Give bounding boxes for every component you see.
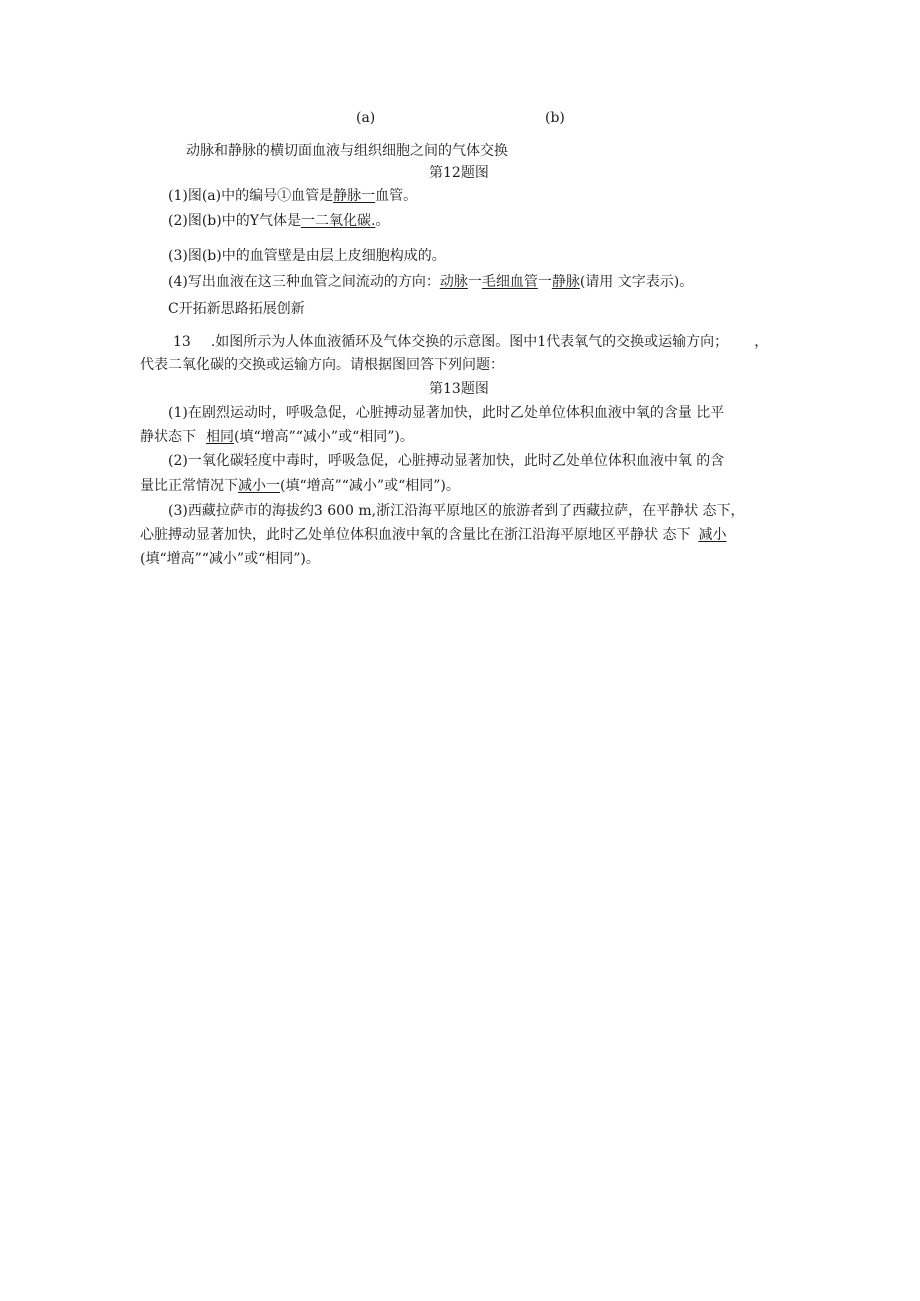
q13-intro-line1 — [173, 332, 768, 352]
q12-part2-answer: 一二氧化碳. — [300, 213, 376, 229]
fig12-caption-left: 动脉和静脉的横切面 — [186, 143, 312, 159]
q12-part4 — [168, 272, 693, 292]
q12-part4-answer-capillary: 毛细血管 — [481, 274, 538, 290]
fig12-label-b: (b) — [545, 110, 565, 126]
q13-part2-text: 量比正常情况下 — [140, 478, 238, 494]
q12-part3: (3)图(b)中的血管壁是由层上皮细胞构成的。 — [168, 248, 446, 264]
q12-part1-answer: 静脉一 — [333, 188, 376, 204]
fig12-label-a: (a) — [356, 110, 376, 126]
q13-intro-text1: .如图所示为人体血液循环及气体交换的示意图。图中1代表氧气的交换或运输方向； — [210, 334, 729, 350]
q13-part3-text: 心脏搏动显著加快，此时乙处单位体积血液中氧的含量比在浙江沿海平原地区平静状 态下 — [140, 527, 691, 543]
fig12-caption-right: 血液与组织细胞之间的气体交换 — [312, 143, 508, 159]
q13-part3-line1: (3)西藏拉萨市的海拔约3 600 m,浙江沿海平原地区的旅游者到了西藏拉萨，在平静状 态下， — [168, 503, 745, 519]
q13-part1-answer: 相同 — [206, 429, 234, 445]
fig12-caption — [186, 141, 508, 161]
q13-part1-suffix: (填“增高”“减小”或“相同”)。 — [234, 429, 414, 445]
q12-part4-answer-artery: 动脉 — [439, 274, 468, 290]
fig12-title: 第12题图 — [429, 165, 489, 181]
q12-part2 — [168, 211, 389, 231]
q12-part1-text: (1)图(a)中的编号①血管是 — [168, 188, 334, 204]
q12-part1-suffix: 血管。 — [375, 188, 418, 204]
q13-part2-answer: 减小一 — [238, 478, 280, 494]
q13-fig-title: 第13题图 — [429, 381, 489, 397]
q13-intro-tail: ， — [754, 334, 769, 350]
q13-part3-answer: 减小 — [698, 527, 727, 543]
section-c-heading: C开拓新思路拓展创新 — [168, 301, 305, 317]
q13-part3-line3: (填“增高”“减小”或“相同”)。 — [140, 551, 320, 567]
q12-part4-suffix: (请用 文字表示)。 — [579, 274, 694, 290]
q13-number: 13 — [173, 334, 191, 350]
q12-part4-answer-vein: 静脉 — [551, 274, 580, 290]
q12-part2-suffix: 。 — [375, 213, 390, 229]
q13-intro-line2: 代表二氧化碳的交换或运输方向。请根据图回答下列问题： — [140, 357, 504, 373]
q13-part2-line2 — [140, 476, 460, 496]
q12-part2-text: (2)图(b)中的Y气体是 — [168, 213, 301, 229]
q12-part4-text: (4)写出血液在这三种血管之间流动的方向： — [168, 274, 440, 290]
q13-part2-suffix: (填“增高”“减小”或“相同”)。 — [280, 478, 460, 494]
q12-part4-dash2: 一 — [537, 274, 552, 290]
q12-part4-dash1: 一 — [467, 274, 482, 290]
q13-part1-text: 静状态下 — [140, 429, 196, 445]
q12-part1 — [168, 186, 417, 206]
q13-part1-line1: (1)在剧烈运动时，呼吸急促，心脏搏动显著加快，此时乙处单位体积血液中氧的含量 比平 — [168, 405, 725, 421]
q13-part3-line2 — [140, 525, 726, 545]
q13-part2-line1: (2)一氧化碳轻度中毒时，呼吸急促，心脏搏动显著加快，此时乙处单位体积血液中氧 的含 — [168, 453, 725, 469]
q13-part1-line2 — [140, 427, 414, 447]
